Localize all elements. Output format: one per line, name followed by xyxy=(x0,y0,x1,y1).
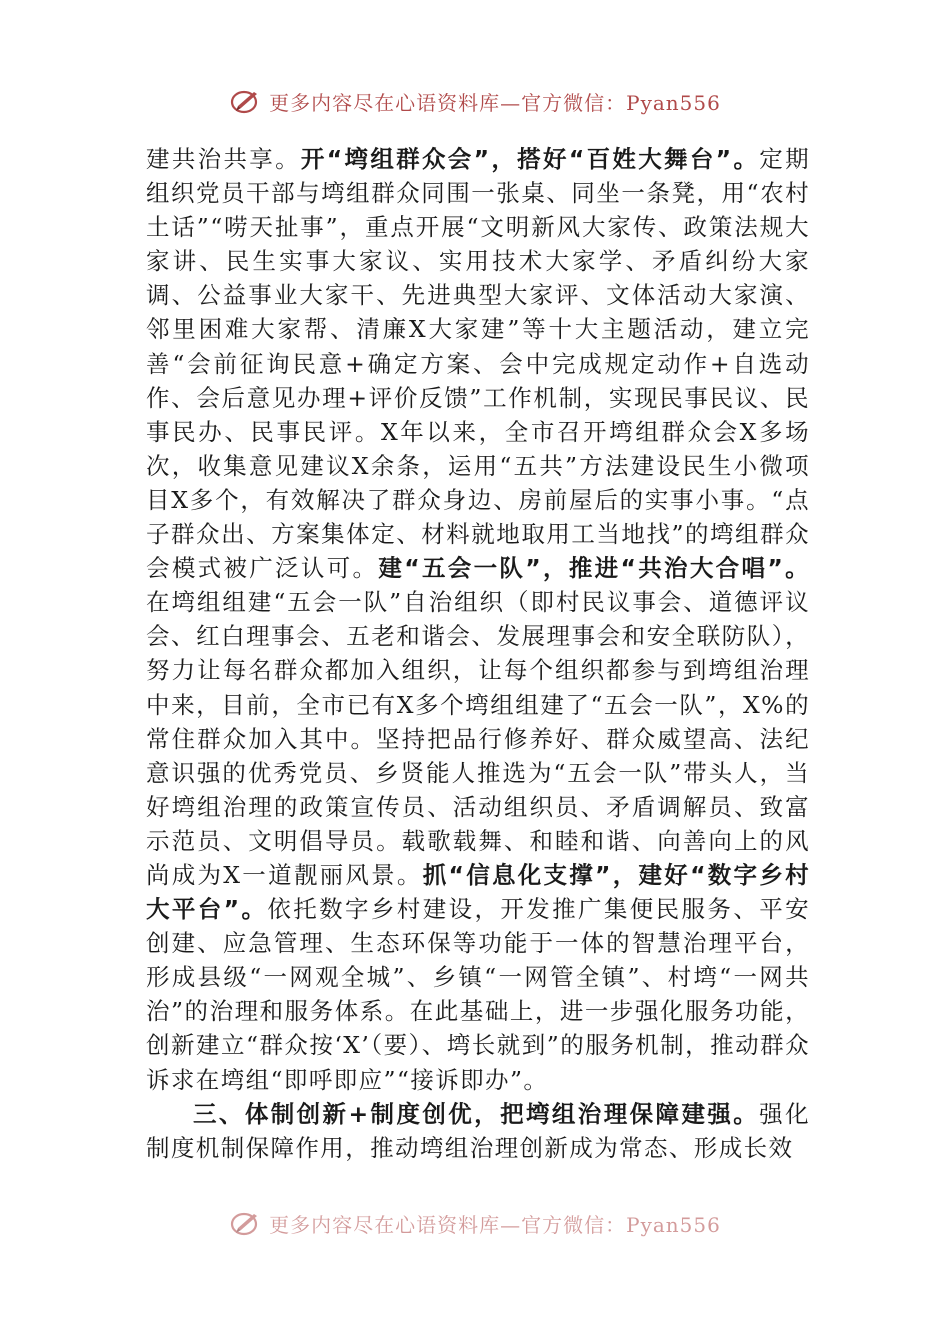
body-text-segment: 建共治共享。 xyxy=(146,145,301,173)
body-text-segment: 强化制度机制保障作用，推动塆组治理创新成为常态、形成长效 xyxy=(146,1099,810,1162)
document-body xyxy=(146,142,810,1165)
pen-logo-icon xyxy=(229,1208,263,1238)
watermark-text: 更多内容尽在心语资料库—官方微信：Pyan556 xyxy=(269,1212,721,1237)
bold-heading-text: 建“五会一队”，推进“共治大合唱”。 xyxy=(378,554,810,583)
bold-heading-text: 三、体制创新+制度创优，把塆组治理保障建强。 xyxy=(193,1099,760,1128)
watermark-text: 更多内容尽在心语资料库—官方微信：Pyan556 xyxy=(269,90,721,115)
paragraph xyxy=(146,1097,810,1165)
bold-heading-text: 开“塆组群众会”，搭好“百姓大舞台”。 xyxy=(300,145,760,173)
watermark-top xyxy=(0,86,950,116)
bold-heading-text: 抓“信息化支撑”，建好“数字乡村大平台”。 xyxy=(146,860,810,924)
body-text-segment: 在塆组组建“五会一队”自治组织（即村民议事会、道德评议会、红白理事会、五老和谐会、发展理事会和安全联防队），努力让每名群众都加入组织，让每个组织都参与到塆组治理中来，目前，全市已有X多个塆组组建了“五会一队”，X%的常住群众加入其中。坚持把品行修养好、群众威望高、法纪意识强的优秀党员、乡贤能人推选为“五会一队”带头人，当好塆组治理的政策宣传员、活动组织员、矛盾调解员、致富示范员、文明倡导员。载歌载舞、和睦和谐、向善向上的风尚成为X一道靓丽风景。 xyxy=(146,588,810,889)
pen-logo-icon xyxy=(229,86,263,116)
paragraph xyxy=(146,142,810,1097)
body-text-segment: 依托数字乡村建设，开发推广集便民服务、平安创建、应急管理、生态环保等功能于一体的智慧治理平台，形成县级“一网观全城”、乡镇“一网管全镇”、村塆“一网共治”的治理和服务体系。在此基础上，进一步强化服务功能，创新建立“群众按‘X’（要）、塆长就到”的服务机制，推动群众诉求在塆组“即呼即应”“接诉即办”。 xyxy=(146,895,810,1094)
body-text-segment: 定期组织党员干部与塆组群众同围一张桌、同坐一条凳，用“农村土话”“唠天扯事”，重点开展“文明新风大家传、政策法规大家讲、民生实事大家议、实用技术大家学、矛盾纠纷大家调、公益事业大家干、先进典型大家评、文体活动大家演、邻里困难大家帮、清廉X大家建”等十大主题活动，建立完善“会前征询民意+确定方案、会中完成规定动作+自选动作、会后意见办理+评价反馈”工作机制，实现民事民议、民事民办、民事民评。X年以来，全市召开塆组群众会X多场次，收集意见建议X余条，运用“五共”方法建设民生小微项目X多个，有效解决了群众身边、房前屋后的实事小事。“点子群众出、方案集体定、材料就地取用工当地找”的塆组群众会模式被广泛认可。 xyxy=(146,145,810,583)
watermark-bottom xyxy=(0,1208,950,1238)
